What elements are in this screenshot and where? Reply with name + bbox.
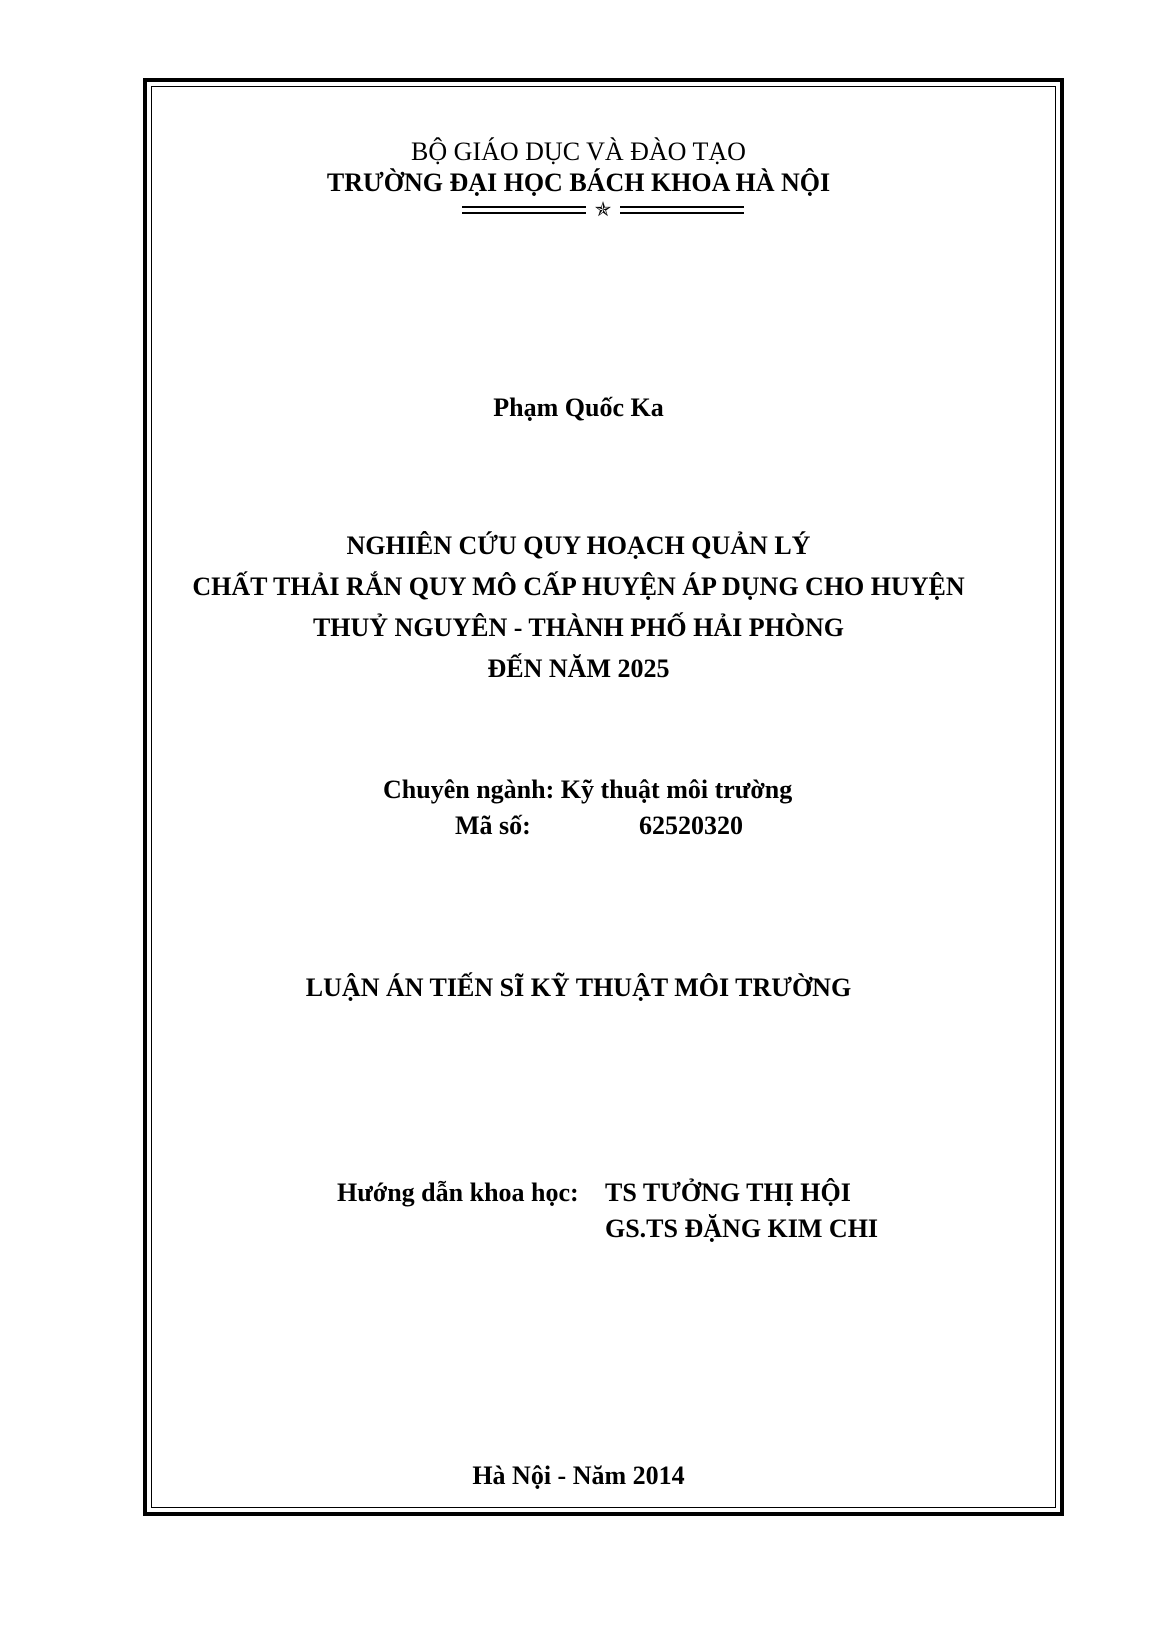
advisors-label: Hướng dẫn khoa học: [337, 1178, 579, 1207]
header-ornament [462, 199, 744, 221]
advisor-name: TS TƯỞNG THỊ HỘI [605, 1178, 851, 1207]
thesis-title-line: ĐẾN NĂM 2025 [487, 654, 670, 683]
advisor-name: GS.TS ĐẶNG KIM CHI [605, 1214, 879, 1243]
thesis-type: LUẬN ÁN TIẾN SĨ KỸ THUẬT MÔI TRƯỜNG [305, 973, 852, 1002]
code-value: 62520320 [639, 811, 743, 840]
thesis-title-line: NGHIÊN CỨU QUY HOẠCH QUẢN LÝ [346, 531, 811, 560]
specialization-label: Chuyên ngành: Kỹ thuật môi trường [383, 775, 793, 804]
place-and-year: Hà Nội - Năm 2014 [472, 1461, 685, 1490]
thesis-title-line: THUỶ NGUYÊN - THÀNH PHỐ HẢI PHÒNG [312, 613, 845, 642]
university-name: TRƯỜNG ĐẠI HỌC BÁCH KHOA HÀ NỘI [326, 168, 831, 197]
thesis-title-line: CHẤT THẢI RẮN QUY MÔ CẤP HUYỆN ÁP DỤNG CHO HUYỆN [192, 572, 965, 601]
code-label: Mã số: [455, 811, 531, 840]
author-name: Phạm Quốc Ka [493, 393, 664, 422]
ministry-name: BỘ GIÁO DỤC VÀ ĐÀO TẠO [411, 137, 746, 166]
star-icon: ✯ [594, 199, 612, 221]
